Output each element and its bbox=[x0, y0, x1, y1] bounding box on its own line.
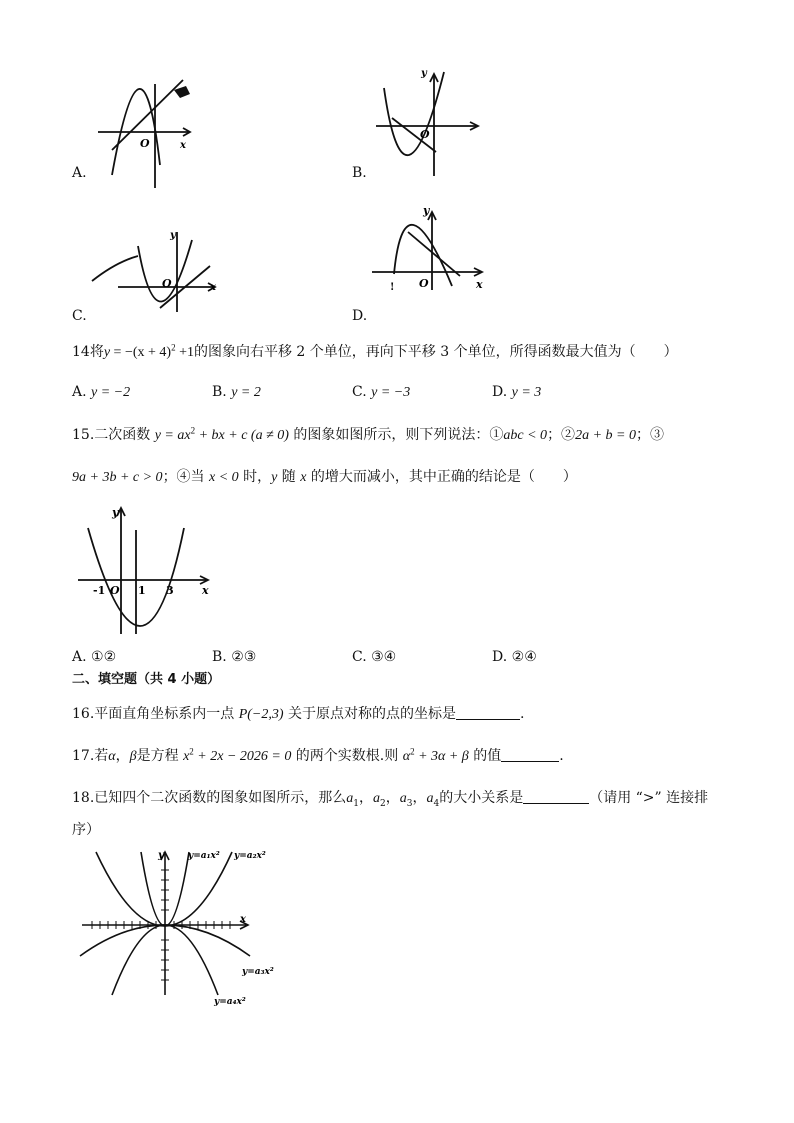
q16-point: P(−2,3) bbox=[238, 707, 284, 722]
q17-eq: x bbox=[183, 749, 190, 764]
q18-a2: a bbox=[373, 791, 380, 806]
q14-formula-lhs: y bbox=[103, 345, 111, 360]
q15-line2-d: 的增大而减小，其中正确的结论是（ ） bbox=[306, 469, 577, 485]
q18-text-post: （请用 “>” 连接排 bbox=[589, 790, 709, 806]
q18-label-curve-4: y=a₄x² bbox=[214, 997, 246, 1007]
svg-text:x: x bbox=[476, 278, 483, 291]
option-b-label[interactable]: B. bbox=[352, 165, 367, 181]
section-heading: 二、填空题（共 4 小题） bbox=[72, 672, 221, 687]
q18-comma-2: ， bbox=[385, 790, 400, 806]
q16-text-pre: 16.平面直角坐标系内一点 bbox=[72, 706, 239, 722]
q14-option-c-value: y = −3 bbox=[371, 385, 411, 400]
svg-text:x: x bbox=[210, 282, 216, 293]
q16-text-post: 关于原点对称的点的坐标是 bbox=[283, 706, 456, 722]
svg-text:y: y bbox=[423, 204, 430, 217]
svg-text:y: y bbox=[170, 230, 176, 241]
q18-label-x: x bbox=[240, 914, 246, 925]
q15-statement-3: 9a + 3b + c > 0 bbox=[72, 470, 163, 485]
q15-line2-b: 时， bbox=[238, 469, 272, 485]
q15-option-b-value: ②③ bbox=[231, 649, 257, 665]
q18-a2-sub: 2 bbox=[380, 798, 386, 809]
q14-number: 14 bbox=[72, 344, 90, 360]
option-c-label[interactable]: C. bbox=[72, 308, 87, 324]
q15-statement-1: abc < 0 bbox=[503, 428, 548, 443]
q15-formula-tail: + bx + c (a ≠ 0) bbox=[195, 428, 289, 443]
q17-alpha: α bbox=[108, 749, 116, 764]
q15-label-three: 3 bbox=[166, 584, 174, 597]
q18-a4: a bbox=[426, 791, 434, 806]
q18-a3-sub: 3 bbox=[406, 798, 413, 809]
q17-eq-tail: + 2x − 2026 = 0 bbox=[193, 749, 292, 764]
option-d-label[interactable]: D. bbox=[352, 308, 368, 324]
svg-text:x: x bbox=[180, 140, 186, 151]
svg-text:O: O bbox=[419, 277, 429, 290]
q14-text-post: 的图象向右平移 2 个单位，再向下平移 3 个单位，所得函数最大值为（ ） bbox=[193, 344, 678, 360]
q17-eq-exp: 2 bbox=[189, 746, 194, 757]
q18-label-curve-1: y=a₁x² bbox=[188, 851, 220, 861]
q18-label-y: y bbox=[158, 850, 164, 861]
q14-text-pre: 将 bbox=[89, 344, 104, 360]
q15-label-m1: -1 bbox=[93, 584, 106, 597]
svg-text:y: y bbox=[421, 68, 427, 79]
q17-beta: β bbox=[129, 749, 137, 764]
q14-option-b-value: y = 2 bbox=[231, 385, 261, 400]
option-a-label[interactable]: A. bbox=[72, 165, 87, 181]
q15-sep2: ；③ bbox=[635, 427, 664, 443]
q16-end: . bbox=[520, 706, 525, 722]
q17-expr: α bbox=[402, 749, 411, 764]
q18-text-pre: 18.已知四个二次函数的图象如图所示，那么 bbox=[72, 790, 347, 806]
q18-a3: a bbox=[399, 791, 407, 806]
q15-line2-a: ；④当 bbox=[162, 469, 210, 485]
q18-label-curve-3: y=a₃x² bbox=[242, 967, 274, 977]
q15-condition: x < 0 bbox=[209, 470, 239, 485]
q14-option-a-value: y = −2 bbox=[91, 385, 131, 400]
q15-formula: y = ax bbox=[154, 428, 191, 443]
q14-formula-exp: 2 bbox=[171, 342, 176, 353]
q15-label-x: x bbox=[202, 584, 209, 597]
q14-formula-tail: +1 bbox=[175, 345, 194, 360]
q18-label-curve-2: y=a₂x² bbox=[234, 851, 266, 861]
q15-option-c-value: ③④ bbox=[371, 649, 397, 665]
q17-text-pre: 17.若 bbox=[72, 748, 109, 764]
q17-end: . bbox=[559, 748, 564, 764]
q15-option-b-letter: B. bbox=[212, 649, 232, 665]
q15-formula-exp: 2 bbox=[190, 425, 196, 436]
q15-var-x: x bbox=[300, 470, 307, 485]
q17-sep: ， bbox=[115, 748, 130, 764]
q14-option-b-letter: B. bbox=[212, 384, 232, 400]
q15-label-one: 1 bbox=[138, 584, 146, 597]
q14-option-d-value: y = 3 bbox=[511, 385, 542, 400]
svg-text:O: O bbox=[420, 128, 430, 141]
q15-label-y: y bbox=[112, 506, 119, 519]
q17-text-end: 的值 bbox=[468, 748, 502, 764]
q17-text-post: 的两个实数根.则 bbox=[291, 748, 403, 764]
q15-option-c-letter: C. bbox=[352, 649, 372, 665]
svg-text:!: ! bbox=[390, 282, 395, 293]
q15-option-d-value: ②④ bbox=[511, 649, 537, 665]
q17-expr-tail: + 3α + β bbox=[414, 749, 469, 764]
q18-a1: a bbox=[346, 791, 354, 806]
q15-line1-post: 的图象如图所示，则下列说法：① bbox=[288, 427, 504, 443]
q15-option-d-letter: D. bbox=[492, 649, 512, 665]
q18-text-mid: 的大小关系是 bbox=[439, 790, 524, 806]
q15-option-a-letter: A. bbox=[72, 649, 92, 665]
q15-line2-c: 随 bbox=[277, 469, 301, 485]
q14-option-a-letter: A. bbox=[72, 384, 92, 400]
q18-comma-3: ， bbox=[412, 790, 427, 806]
q14-option-c-letter: C. bbox=[352, 384, 372, 400]
q15-label-o: O bbox=[110, 584, 120, 597]
q15-line1-pre: 15.二次函数 bbox=[72, 427, 155, 443]
q14-option-d-letter: D. bbox=[492, 384, 512, 400]
q17-text-mid: 是方程 bbox=[136, 748, 184, 764]
q15-statement-2: 2a + b = 0 bbox=[575, 428, 636, 443]
q18-a1-sub: 1 bbox=[353, 798, 359, 809]
svg-text:O: O bbox=[140, 137, 150, 150]
q17-expr-exp: 2 bbox=[410, 746, 415, 757]
svg-text:O: O bbox=[162, 277, 172, 290]
q18-a4-sub: 4 bbox=[433, 798, 440, 809]
q15-var-y: y bbox=[271, 470, 278, 485]
q18-comma-1: ， bbox=[359, 790, 373, 806]
q15-sep1: ；② bbox=[547, 427, 576, 443]
q18-stem-line2: 序） bbox=[72, 822, 100, 838]
q15-option-a-value: ①② bbox=[91, 649, 117, 665]
q14-formula-rhs: = −(x + 4) bbox=[113, 345, 172, 360]
